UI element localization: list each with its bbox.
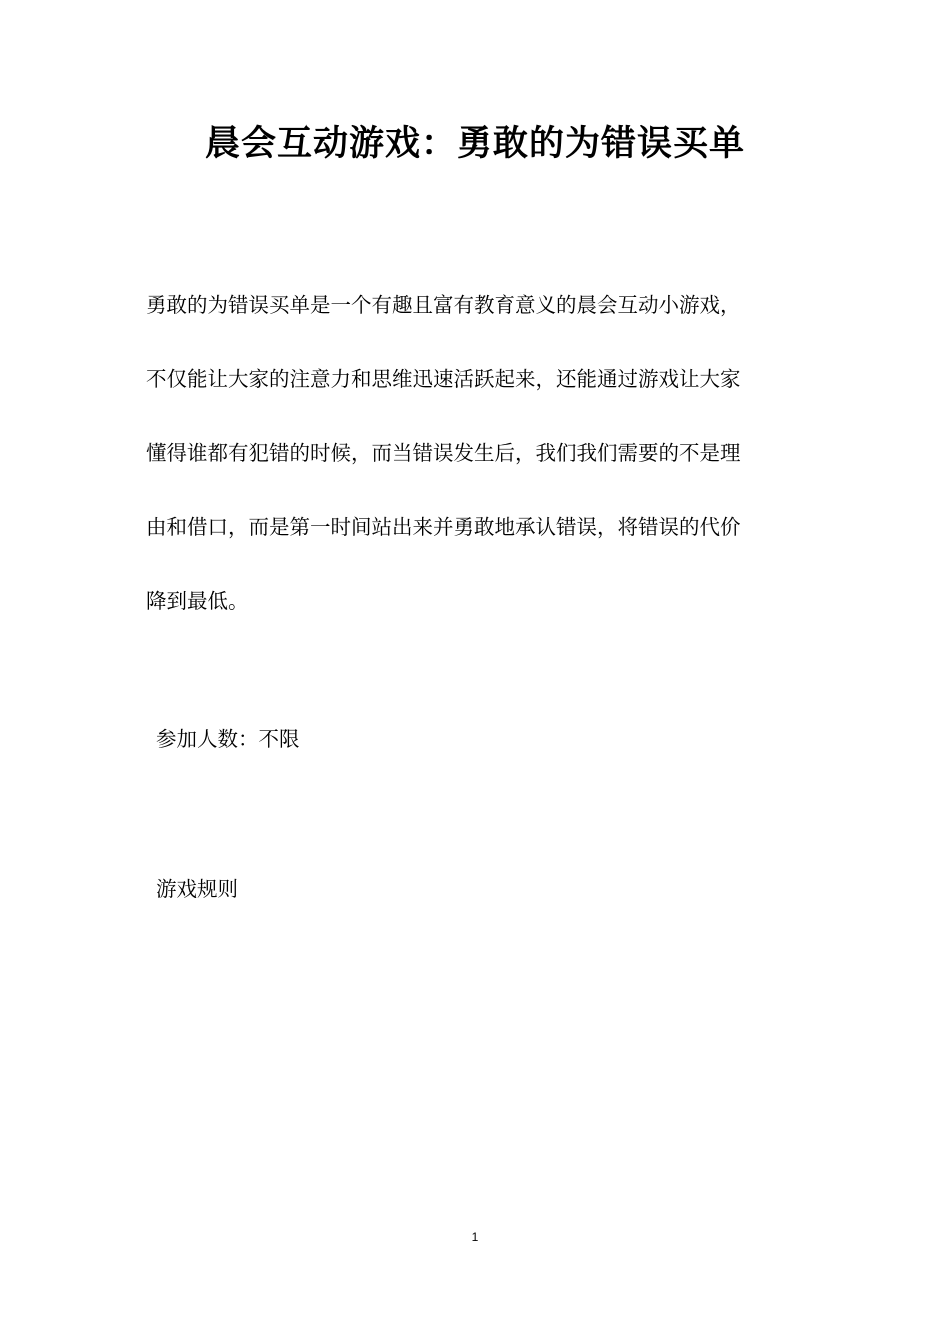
participants-line: 参加人数：不限: [156, 727, 300, 751]
page-title: 晨会互动游戏：勇敢的为错误买单: [204, 124, 745, 164]
page-number: 1: [471, 1230, 479, 1244]
paragraph-line: 由和借口，而是第一时间站出来并勇敢地承认错误，将错误的代价: [146, 515, 741, 539]
paragraph-line: 勇敢的为错误买单是一个有趣且富有教育意义的晨会互动小游戏，: [146, 293, 741, 317]
intro-paragraph: [146, 268, 808, 638]
paragraph-line: 不仅能让大家的注意力和思维迅速活跃起来，还能通过游戏让大家: [146, 367, 741, 391]
paragraph-line: 降到最低。: [146, 589, 249, 613]
rules-heading: 游戏规则: [156, 877, 238, 901]
paragraph-line: 懂得谁都有犯错的时候，而当错误发生后，我们我们需要的不是理: [146, 441, 741, 465]
